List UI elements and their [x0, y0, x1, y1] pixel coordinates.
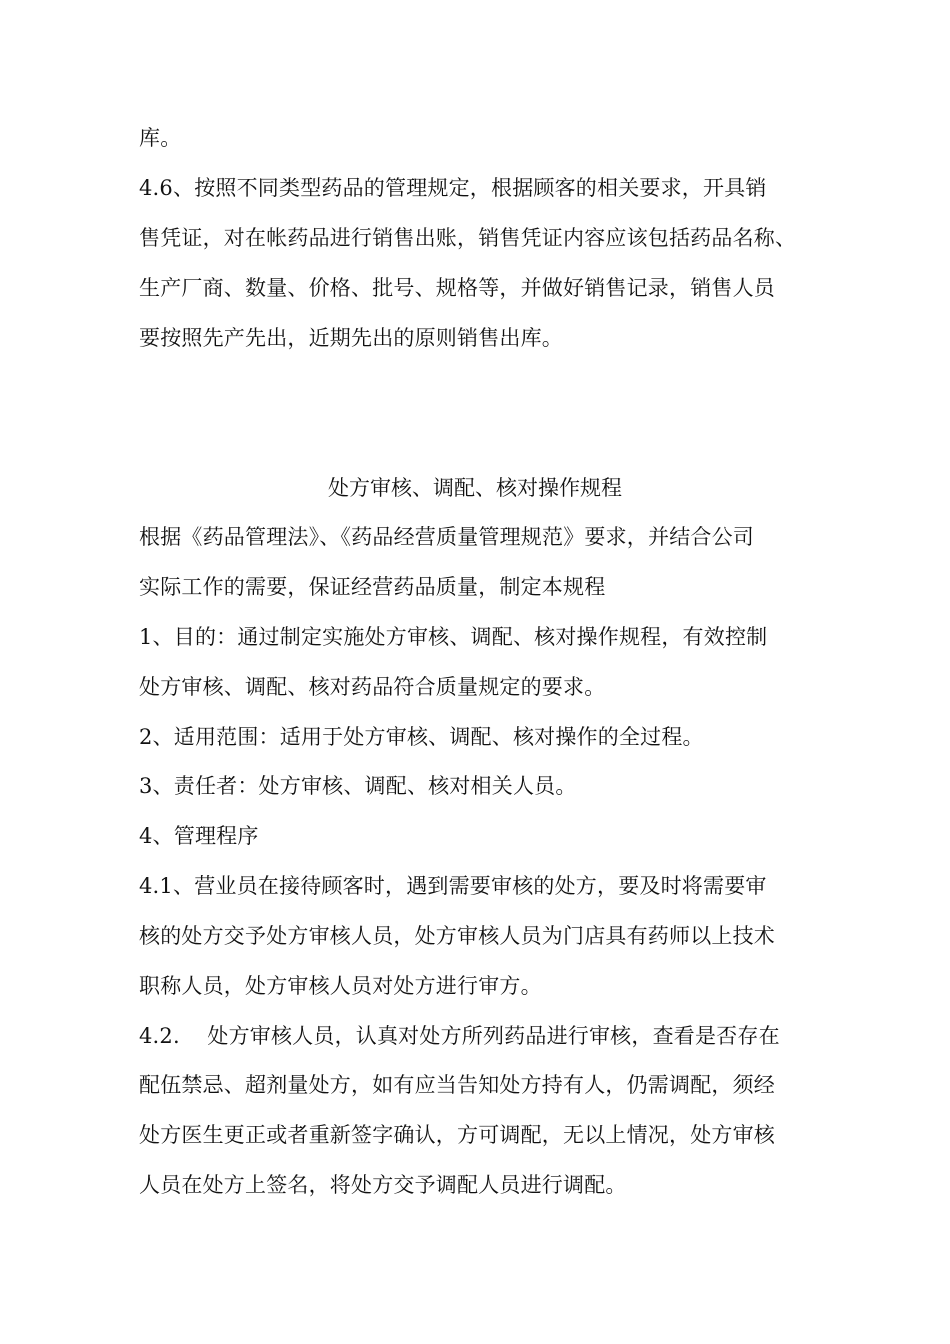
text-line: 库。 — [139, 126, 182, 150]
text-line: 配伍禁忌、超剂量处方，如有应当告知处方持有人，仍需调配，须经 — [139, 1073, 775, 1097]
text-line: 人员在处方上签名，将处方交予调配人员进行调配。 — [139, 1173, 627, 1197]
text-line: 3、责任者：处方审核、调配、核对相关人员。 — [139, 774, 577, 798]
text-line: 1、目的：通过制定实施处方审核、调配、核对操作规程，有效控制 — [139, 625, 768, 649]
text-line: 4、管理程序 — [139, 824, 259, 848]
text-line: 生产厂商、数量、价格、批号、规格等，并做好销售记录，销售人员 — [139, 276, 775, 300]
section-title: 处方审核、调配、核对操作规程 — [328, 476, 622, 500]
text-line: 要按照先产先出，近期先出的原则销售出库。 — [139, 326, 563, 350]
text-line: 根据《药品管理法》、《药品经营质量管理规范》要求，并结合公司 — [139, 525, 754, 549]
text-line: 职称人员，处方审核人员对处方进行审方。 — [139, 974, 542, 998]
text-line: 4.1、营业员在接待顾客时，遇到需要审核的处方，要及时将需要审 — [139, 874, 767, 898]
text-line: 4.2. 处方审核人员，认真对处方所列药品进行审核，查看是否存在 — [139, 1024, 780, 1048]
text-line: 售凭证，对在帐药品进行销售出账，销售凭证内容应该包括药品名称、 — [139, 226, 797, 250]
text-line: 4.6、按照不同类型药品的管理规定，根据顾客的相关要求，开具销 — [139, 176, 767, 200]
text-line: 2、适用范围：适用于处方审核、调配、核对操作的全过程。 — [139, 725, 704, 749]
text-line: 核的处方交予处方审核人员，处方审核人员为门店具有药师以上技术 — [139, 924, 775, 948]
text-line: 处方审核、调配、核对药品符合质量规定的要求。 — [139, 675, 606, 699]
text-line: 处方医生更正或者重新签字确认，方可调配，无以上情况，处方审核 — [139, 1123, 775, 1147]
text-line: 实际工作的需要，保证经营药品质量，制定本规程 — [139, 575, 606, 599]
